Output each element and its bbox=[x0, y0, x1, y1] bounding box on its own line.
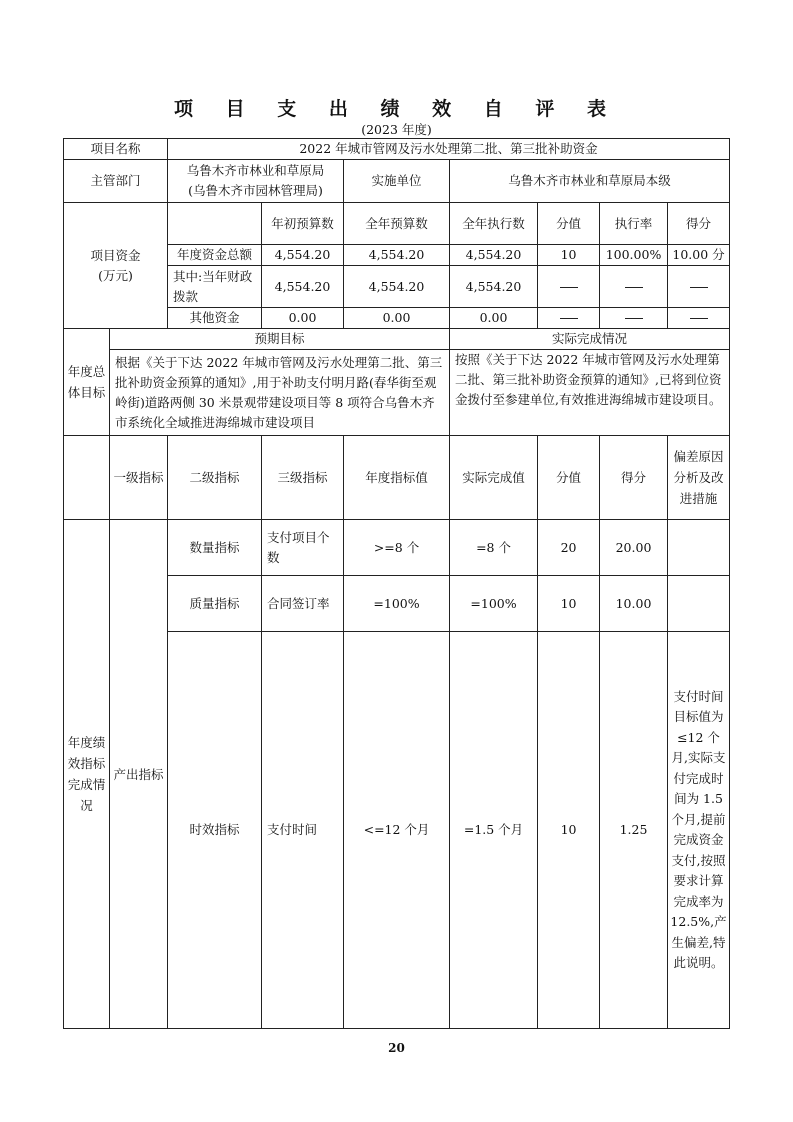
funds-cell: 0.00 bbox=[344, 308, 450, 329]
funds-cell: 0.00 bbox=[450, 308, 538, 329]
funds-cell: 4,554.20 bbox=[344, 266, 450, 308]
indicator-header-blank bbox=[64, 436, 110, 520]
dept-line1: 乌鲁木齐市林业和草原局 bbox=[186, 163, 325, 178]
dash-mark bbox=[690, 318, 708, 319]
indicator-header: 一级指标 bbox=[110, 436, 168, 520]
funds-cell: 10.00 分 bbox=[668, 245, 730, 266]
funds-header-blank bbox=[168, 203, 262, 245]
indicator-header: 二级指标 bbox=[168, 436, 262, 520]
indicator-score: 10.00 bbox=[600, 576, 668, 632]
indicator-header: 分值 bbox=[538, 436, 600, 520]
indicator-level2: 数量指标 bbox=[168, 520, 262, 576]
dash-mark bbox=[560, 318, 578, 319]
indicator-target: >=8 个 bbox=[344, 520, 450, 576]
funds-row-label: 年度资金总额 bbox=[168, 245, 262, 266]
impl-value: 乌鲁木齐市林业和草原局本级 bbox=[450, 160, 730, 203]
indicator-score-value: 20 bbox=[538, 520, 600, 576]
funds-empty-dash bbox=[538, 266, 600, 308]
indicator-target: =100% bbox=[344, 576, 450, 632]
funds-cell: 100.00% bbox=[600, 245, 668, 266]
indicator-actual: =1.5 个月 bbox=[450, 632, 538, 1029]
funds-empty-dash bbox=[668, 308, 730, 329]
dash-mark bbox=[690, 287, 708, 288]
funds-header: 全年预算数 bbox=[344, 203, 450, 245]
funds-header: 分值 bbox=[538, 203, 600, 245]
indicator-score-value: 10 bbox=[538, 632, 600, 1029]
indicator-level3: 合同签订率 bbox=[262, 576, 344, 632]
indicator-score-value: 10 bbox=[538, 576, 600, 632]
indicator-score: 20.00 bbox=[600, 520, 668, 576]
indicator-deviation bbox=[668, 576, 730, 632]
indicator-actual: =100% bbox=[450, 576, 538, 632]
page-number: 20 bbox=[388, 1041, 405, 1055]
dept-value bbox=[168, 160, 344, 203]
impl-label: 实施单位 bbox=[344, 160, 450, 203]
output-label: 产出指标 bbox=[110, 520, 168, 1029]
performance-table bbox=[63, 138, 730, 1029]
actual-result-header: 实际完成情况 bbox=[450, 329, 730, 350]
indicator-actual: =8 个 bbox=[450, 520, 538, 576]
indicator-target: <=12 个月 bbox=[344, 632, 450, 1029]
funds-row-label: 其中:当年财政拨款 bbox=[168, 266, 262, 308]
funds-cell: 10 bbox=[538, 245, 600, 266]
dash-mark bbox=[625, 318, 643, 319]
dept-label: 主管部门 bbox=[64, 160, 168, 203]
funds-row-label: 其他资金 bbox=[168, 308, 262, 329]
indicator-level3: 支付时间 bbox=[262, 632, 344, 1029]
funds-header: 执行率 bbox=[600, 203, 668, 245]
funds-cell: 4,554.20 bbox=[262, 266, 344, 308]
funds-header: 得分 bbox=[668, 203, 730, 245]
funds-empty-dash bbox=[538, 308, 600, 329]
indicator-header: 实际完成值 bbox=[450, 436, 538, 520]
perf-label: 年度绩效指标完成情况 bbox=[64, 520, 110, 1029]
project-name-label: 项目名称 bbox=[64, 139, 168, 160]
indicator-deviation bbox=[668, 520, 730, 576]
actual-result-text: 按照《关于下达 2022 年城市管网及污水处理第二批、第三批补助资金预算的通知》,已将到位资金拨付至参建单位,有效推进海绵城市建设项目。 bbox=[450, 350, 730, 436]
funds-cell: 4,554.20 bbox=[450, 245, 538, 266]
indicator-header: 得分 bbox=[600, 436, 668, 520]
dash-mark bbox=[625, 287, 643, 288]
funds-empty-dash bbox=[668, 266, 730, 308]
page-title: 项 目 支 出 绩 效 自 评 表 bbox=[174, 98, 619, 120]
indicator-score: 1.25 bbox=[600, 632, 668, 1029]
indicator-level3: 支付项目个数 bbox=[262, 520, 344, 576]
funds-cell: 4,554.20 bbox=[262, 245, 344, 266]
expected-goal-header: 预期目标 bbox=[110, 329, 450, 350]
project-name-value: 2022 年城市管网及污水处理第二批、第三批补助资金 bbox=[168, 139, 730, 160]
funds-empty-dash bbox=[600, 308, 668, 329]
page-subtitle: (2023 年度) bbox=[361, 122, 432, 137]
funds-cell: 4,554.20 bbox=[344, 245, 450, 266]
indicator-header: 年度指标值 bbox=[344, 436, 450, 520]
funds-header: 年初预算数 bbox=[262, 203, 344, 245]
funds-label: 项目资金 (万元) bbox=[64, 203, 168, 329]
funds-cell: 4,554.20 bbox=[450, 266, 538, 308]
funds-cell: 0.00 bbox=[262, 308, 344, 329]
expected-goal-text: 根据《关于下达 2022 年城市管网及污水处理第二批、第三批补助资金预算的通知》,用于补助支付明月路(春华街至观岭街)道路两侧 30 米景观带建设项目等 8 项符合乌鲁木齐市系统化全域推进海绵城市建设项目 bbox=[110, 350, 450, 436]
funds-empty-dash bbox=[600, 266, 668, 308]
indicator-level2: 时效指标 bbox=[168, 632, 262, 1029]
goal-label: 年度总体目标 bbox=[64, 329, 110, 436]
indicator-deviation: 支付时间目标值为≤12 个月,实际支付完成时间为 1.5 个月,提前完成资金支付,按照要求计算完成率为 12.5%,产生偏差,特此说明。 bbox=[668, 632, 730, 1029]
indicator-header: 三级指标 bbox=[262, 436, 344, 520]
dash-mark bbox=[560, 287, 578, 288]
indicator-level2: 质量指标 bbox=[168, 576, 262, 632]
funds-header: 全年执行数 bbox=[450, 203, 538, 245]
dept-line2: (乌鲁木齐市园林管理局) bbox=[188, 183, 323, 198]
indicator-header: 偏差原因分析及改进措施 bbox=[668, 436, 730, 520]
